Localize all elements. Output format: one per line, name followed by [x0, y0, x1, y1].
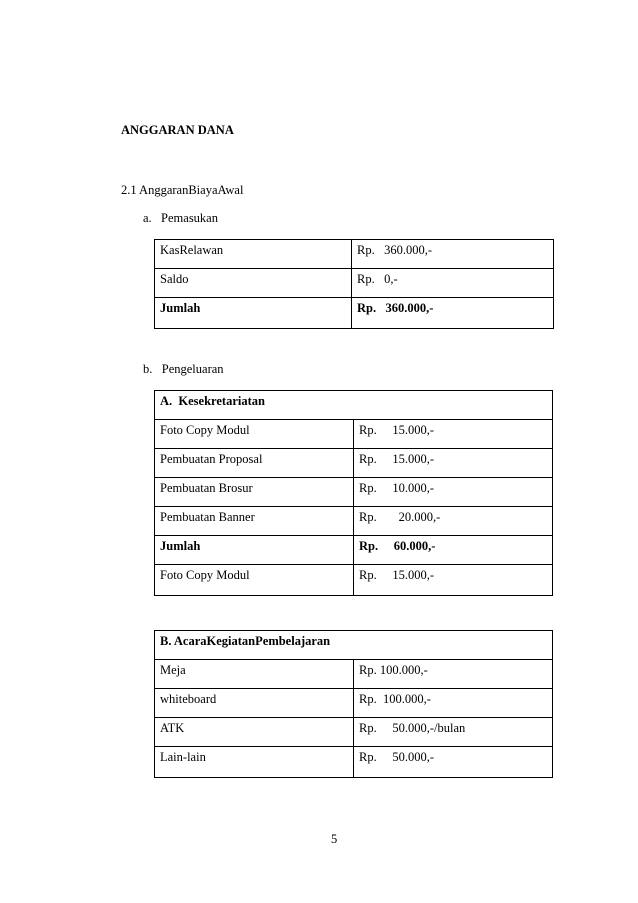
- table-cell-item: Pembuatan Brosur: [155, 478, 354, 507]
- table-cell-item: Lain-lain: [155, 747, 354, 778]
- table-row: [155, 240, 554, 269]
- table-row: [155, 449, 553, 478]
- table-row: [155, 718, 553, 747]
- table-title: B. AcaraKegiatanPembelajaran: [155, 631, 553, 660]
- table-row: [155, 565, 553, 596]
- table-row: [155, 507, 553, 536]
- pemasukan-label: a. Pemasukan: [143, 211, 218, 225]
- section-title: 2.1 AnggaranBiayaAwal: [121, 183, 244, 197]
- table-cell-amount: Rp. 15.000,-: [354, 420, 553, 449]
- table-cell-amount: Rp. 50.000,-: [354, 747, 553, 778]
- table-cell-item: Foto Copy Modul: [155, 565, 354, 596]
- table-cell-item: Jumlah: [155, 298, 352, 329]
- table-cell-amount: Rp. 0,-: [352, 269, 554, 298]
- table-cell-item: Pembuatan Proposal: [155, 449, 354, 478]
- table-cell-amount: Rp. 10.000,-: [354, 478, 553, 507]
- table-cell-item: whiteboard: [155, 689, 354, 718]
- table-row: [155, 747, 553, 778]
- acara-kegiatan-table: [154, 630, 553, 778]
- table-cell-item: Jumlah: [155, 536, 354, 565]
- table-row-total: [155, 536, 553, 565]
- table-cell-amount: Rp. 20.000,-: [354, 507, 553, 536]
- table-header-row: [155, 631, 553, 660]
- page-heading: ANGGARAN DANA: [121, 123, 234, 137]
- page-number: 5: [331, 832, 338, 846]
- table-cell-item: Pembuatan Banner: [155, 507, 354, 536]
- table-row: [155, 689, 553, 718]
- table-cell-item: Foto Copy Modul: [155, 420, 354, 449]
- table-cell-amount: Rp. 100.000,-: [354, 689, 553, 718]
- table-title: A. Kesekretariatan: [155, 391, 553, 420]
- table-cell-item: KasRelawan: [155, 240, 352, 269]
- table-cell-item: Meja: [155, 660, 354, 689]
- table-cell-item: Saldo: [155, 269, 352, 298]
- kesekretariatan-table: [154, 390, 553, 596]
- table-cell-amount: Rp. 60.000,-: [354, 536, 553, 565]
- table-cell-amount: Rp. 50.000,-/bulan: [354, 718, 553, 747]
- table-row: [155, 478, 553, 507]
- table-cell-amount: Rp. 100.000,-: [354, 660, 553, 689]
- pemasukan-table: [154, 239, 554, 329]
- table-row: [155, 660, 553, 689]
- table-row-total: [155, 298, 554, 329]
- table-cell-item: ATK: [155, 718, 354, 747]
- table-cell-amount: Rp. 360.000,-: [352, 240, 554, 269]
- table-cell-amount: Rp. 15.000,-: [354, 565, 553, 596]
- pengeluaran-label: b. Pengeluaran: [143, 362, 224, 376]
- table-header-row: [155, 391, 553, 420]
- table-cell-amount: Rp. 360.000,-: [352, 298, 554, 329]
- table-row: [155, 420, 553, 449]
- table-row: [155, 269, 554, 298]
- table-cell-amount: Rp. 15.000,-: [354, 449, 553, 478]
